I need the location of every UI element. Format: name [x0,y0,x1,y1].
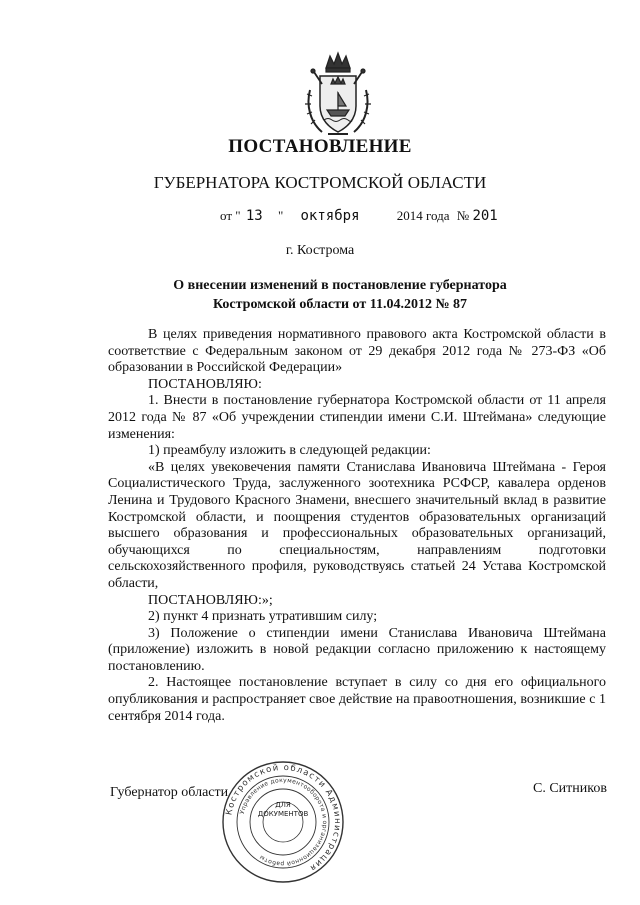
date-prefix: от [220,208,233,223]
stamp-outer-text: Костромской области Администрация [224,762,343,874]
paragraph-item-2: 2. Настоящее постановление вступает в силу со дня его официального опубликования и распространяет свое действие на правоотношения, возникшие с 1 сентября 2014 года. [108,675,606,724]
paragraph-subitem-2: 2) пункт 4 признать утратившим силу; [148,609,378,625]
number-sign: № [456,208,470,223]
quote-open: " [235,208,241,223]
date-month: октября [300,208,360,224]
heading-line-2: Костромской области от 11.04.2012 № 87 [212,297,468,312]
signature-position: Губернатор области [110,785,229,800]
paragraph-resolve: ПОСТАНОВЛЯЮ: [148,376,262,392]
paragraph-quote-end: ПОСТАНОВЛЯЮ:»; [148,592,273,608]
stamp-inner-text [254,801,312,819]
official-stamp [218,757,348,887]
date-year: 2014 года [396,208,450,223]
stamp-inner-line-2: ДОКУМЕНТОВ [257,810,309,818]
stamp-middle-text: Управление документооборота и организационной работы [238,776,329,868]
paragraph-subitem-3: 3) Положение о стипендии имени Станислава Ивановича Штеймана (приложение) изложить в новой редакции согласно приложению к настоящему постановлению. [108,625,606,674]
document-subtitle: ГУБЕРНАТОРА КОСТРОМСКОЙ ОБЛАСТИ [153,173,487,192]
heading-line-1: О внесении изменений в постановление губернатора [173,278,507,293]
document-number: 201 [472,208,498,224]
document-city: г. Кострома [285,243,355,258]
paragraph-item-1: 1. Внести в постановление губернатора Костромской области от 11 апреля 2012 года № 87 «Об учреждении стипендии имени С.И. Штеймана» следующие изменения: [108,393,606,442]
signature-name: С. Ситников [533,781,607,796]
stamp-inner-line-1: ДЛЯ [275,801,291,809]
paragraph-quote: «В целях увековечения памяти Станислава Ивановича Штеймана - Героя Социалистического Труда, заслуженного зоотехника РСФСР, кавалера орденов Ленина и Трудового Красного Знамени, внесшего значительный вклад в развитие Костромской области, и поощрения студентов образовательных организаций высшего образования и профессиональных образовательных организаций, обучающихся по специальностям, направлениям подготовки сельскохозяйственного профиля, руководствуясь статьей 24 Устава Костромской области, [108,459,606,591]
quote-close: " [277,208,284,223]
document-heading [120,276,560,314]
date-day: 13 [245,208,263,224]
document-body [108,327,606,725]
coat-of-arms-emblem [300,50,376,142]
paragraph-preamble: В целях приведения нормативного правового акта Костромской области в соответствие с Федеральным законом от 29 декабря 2012 года № 273-ФЗ «Об образовании в Российской Федерации» [108,327,606,376]
document-dateline [220,208,498,224]
paragraph-subitem-1: 1) преамбулу изложить в следующей редакции: [148,443,431,459]
document-title: ПОСТАНОВЛЕНИЕ [228,136,412,157]
